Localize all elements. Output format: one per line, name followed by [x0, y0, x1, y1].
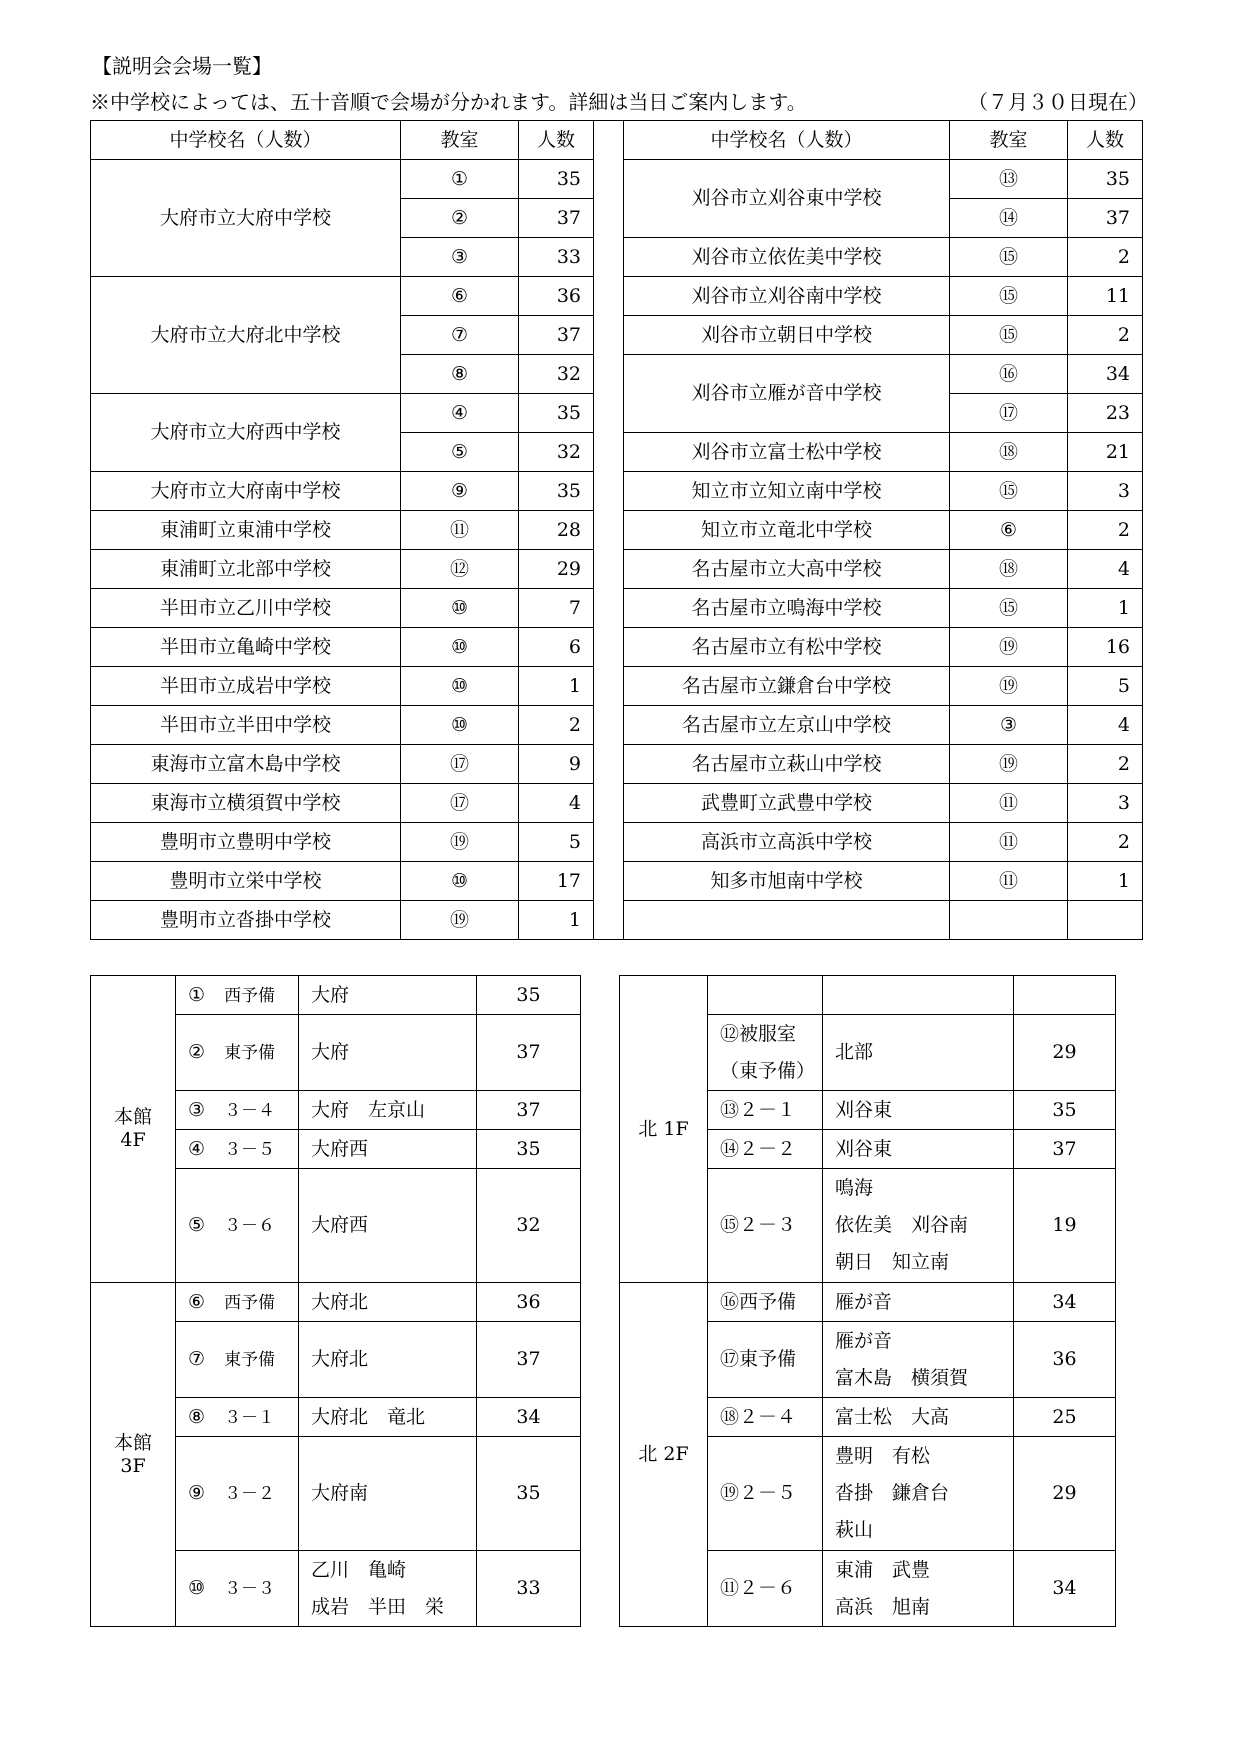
assigned-schools: 大府南: [299, 1437, 477, 1551]
room-count: 37: [477, 1091, 581, 1130]
student-count: 1: [1068, 862, 1143, 901]
student-count: 36: [519, 277, 594, 316]
student-count: 5: [519, 823, 594, 862]
header-school-left: 中学校名（人数）: [91, 121, 401, 160]
student-count: 28: [519, 511, 594, 550]
room-number: ⑮: [950, 277, 1068, 316]
room-number: ⑨: [188, 1482, 206, 1505]
room-number: ⑩: [401, 706, 519, 745]
student-count: 11: [1068, 277, 1143, 316]
empty-cell: [624, 901, 950, 940]
room-number: ⑪: [950, 784, 1068, 823]
assigned-schools: 大府北: [299, 1283, 477, 1322]
room-number: ⑲: [401, 901, 519, 940]
room-label: [176, 1551, 299, 1627]
room-name: ３－６: [224, 1216, 276, 1237]
school-name: 知立市立竜北中学校: [624, 511, 950, 550]
room-number: ⑯: [950, 355, 1068, 394]
school-name: 高浜市立高浜中学校: [624, 823, 950, 862]
assigned-schools: 雁が音 富木島 横須賀: [823, 1322, 1014, 1398]
student-count: 35: [519, 394, 594, 433]
school-name: 半田市立半田中学校: [91, 706, 401, 745]
student-count: 2: [1068, 745, 1143, 784]
room-label: [176, 1398, 299, 1437]
school-name: 大府市立大府中学校: [91, 160, 401, 277]
school-name: 名古屋市立有松中学校: [624, 628, 950, 667]
main-building-rooms-table: [90, 975, 581, 1627]
room-number: ⑥: [188, 1290, 206, 1313]
room-label: ⑰東予備: [708, 1322, 823, 1398]
assigned-schools: 大府: [299, 976, 477, 1015]
assigned-schools: 乙川 亀崎 成岩 半田 栄: [299, 1551, 477, 1627]
assigned-schools: 北部: [823, 1015, 1014, 1091]
student-count: 2: [519, 706, 594, 745]
school-name: 東海市立横須賀中学校: [91, 784, 401, 823]
room-number: ③: [188, 1098, 206, 1121]
north-building-rooms-table: [619, 975, 1116, 1627]
school-name: 半田市立成岩中学校: [91, 667, 401, 706]
assigned-schools: 東浦 武豊 高浜 旭南: [823, 1551, 1014, 1627]
student-count: 2: [1068, 511, 1143, 550]
school-name: 大府市立大府西中学校: [91, 394, 401, 472]
empty-cell: [708, 976, 823, 1015]
school-name: 大府市立大府南中学校: [91, 472, 401, 511]
room-number: ⑫: [401, 550, 519, 589]
empty-cell: [823, 976, 1014, 1015]
room-count: 37: [477, 1015, 581, 1091]
student-count: 35: [519, 472, 594, 511]
note-text: ※中学校によっては、五十音順で会場が分かれます。詳細は当日ご案内します。: [90, 90, 807, 114]
header-count-left: 人数: [519, 121, 594, 160]
room-label: [176, 1015, 299, 1091]
room-count: 35: [477, 1130, 581, 1169]
school-name: 刈谷市立依佐美中学校: [624, 238, 950, 277]
school-name: 東海市立富木島中学校: [91, 745, 401, 784]
floor-label: 本館 4F: [91, 976, 176, 1283]
student-count: 1: [519, 667, 594, 706]
room-name: ３－１: [224, 1407, 276, 1428]
student-count: 5: [1068, 667, 1143, 706]
room-name: 西予備: [224, 985, 276, 1006]
school-name: 半田市立乙川中学校: [91, 589, 401, 628]
room-label: ⑬２－１: [708, 1091, 823, 1130]
assigned-schools: 富士松 大高: [823, 1398, 1014, 1437]
room-label: [176, 1169, 299, 1283]
student-count: 37: [519, 199, 594, 238]
room-count: 34: [477, 1398, 581, 1437]
room-number: ⑩: [401, 667, 519, 706]
school-name: 豊明市立豊明中学校: [91, 823, 401, 862]
room-count: 36: [477, 1283, 581, 1322]
assigned-schools: 刈谷東: [823, 1130, 1014, 1169]
school-name: 刈谷市立刈谷東中学校: [624, 160, 950, 238]
room-number: ⑧: [401, 355, 519, 394]
room-number: ⑦: [188, 1348, 206, 1371]
student-count: 3: [1068, 472, 1143, 511]
room-number: ⑲: [401, 823, 519, 862]
room-number: ⑰: [401, 784, 519, 823]
student-count: 21: [1068, 433, 1143, 472]
empty-cell: [950, 901, 1068, 940]
room-label: [176, 1091, 299, 1130]
room-label: ⑮２－３: [708, 1169, 823, 1283]
student-count: 4: [1068, 706, 1143, 745]
room-count: 29: [1014, 1437, 1116, 1551]
page-heading: 【説明会会場一覧】: [92, 54, 272, 78]
school-name: 名古屋市立萩山中学校: [624, 745, 950, 784]
room-number: ⑪: [401, 511, 519, 550]
room-label: [176, 1283, 299, 1322]
student-count: 23: [1068, 394, 1143, 433]
room-count: 34: [1014, 1283, 1116, 1322]
room-number: ③: [401, 238, 519, 277]
assigned-schools: 豊明 有松 沓掛 鎌倉台 萩山: [823, 1437, 1014, 1551]
room-label: ⑱２－４: [708, 1398, 823, 1437]
floor-label: 北 2F: [620, 1283, 708, 1627]
room-label: [176, 976, 299, 1015]
student-count: 1: [519, 901, 594, 940]
room-number: ⑤: [188, 1214, 206, 1237]
empty-cell: [1014, 976, 1116, 1015]
school-name: 東浦町立北部中学校: [91, 550, 401, 589]
room-number: ⑬: [950, 160, 1068, 199]
room-count: 37: [1014, 1130, 1116, 1169]
school-table: [90, 120, 1143, 940]
room-number: ⑤: [401, 433, 519, 472]
room-label: ⑪２－６: [708, 1551, 823, 1627]
room-number: ⑮: [950, 589, 1068, 628]
room-number: ⑭: [950, 199, 1068, 238]
student-count: 1: [1068, 589, 1143, 628]
room-label: [176, 1437, 299, 1551]
room-label: [176, 1322, 299, 1398]
student-count: 34: [1068, 355, 1143, 394]
school-name: 豊明市立沓掛中学校: [91, 901, 401, 940]
student-count: 17: [519, 862, 594, 901]
student-count: 7: [519, 589, 594, 628]
room-number: ②: [188, 1041, 206, 1064]
student-count: 9: [519, 745, 594, 784]
assigned-schools: 雁が音: [823, 1283, 1014, 1322]
student-count: 33: [519, 238, 594, 277]
student-count: 2: [1068, 316, 1143, 355]
room-number: ⑰: [401, 745, 519, 784]
room-number: ⑨: [401, 472, 519, 511]
header-room-right: 教室: [950, 121, 1068, 160]
room-number: ①: [188, 983, 206, 1006]
school-name: 知立市立知立南中学校: [624, 472, 950, 511]
room-number: ⑩: [401, 862, 519, 901]
assigned-schools: 大府西: [299, 1130, 477, 1169]
room-number: ⑰: [950, 394, 1068, 433]
assigned-schools: 大府: [299, 1015, 477, 1091]
room-number: ⑪: [950, 862, 1068, 901]
school-name: 刈谷市立刈谷南中学校: [624, 277, 950, 316]
room-name: 西予備: [224, 1292, 276, 1313]
school-name: 半田市立亀崎中学校: [91, 628, 401, 667]
room-number: ⑩: [188, 1577, 206, 1600]
room-number: ⑲: [950, 745, 1068, 784]
room-count: 35: [1014, 1091, 1116, 1130]
room-label: ⑫被服室 （東予備）: [708, 1015, 823, 1091]
room-count: 34: [1014, 1551, 1116, 1627]
room-number: ②: [401, 199, 519, 238]
school-name: 刈谷市立雁が音中学校: [624, 355, 950, 433]
school-name: 東浦町立東浦中学校: [91, 511, 401, 550]
room-number: ⑪: [950, 823, 1068, 862]
student-count: 2: [1068, 823, 1143, 862]
room-number: ⑦: [401, 316, 519, 355]
room-count: 37: [477, 1322, 581, 1398]
school-name: 名古屋市立鳴海中学校: [624, 589, 950, 628]
room-number: ⑱: [950, 433, 1068, 472]
student-count: 2: [1068, 238, 1143, 277]
floor-label: 本館 3F: [91, 1283, 176, 1627]
room-count: 32: [477, 1169, 581, 1283]
room-number: ⑥: [950, 511, 1068, 550]
school-name: 豊明市立栄中学校: [91, 862, 401, 901]
empty-cell: [1068, 901, 1143, 940]
student-count: 16: [1068, 628, 1143, 667]
room-count: 19: [1014, 1169, 1116, 1283]
assigned-schools: 大府西: [299, 1169, 477, 1283]
room-count: 36: [1014, 1322, 1116, 1398]
room-label: ⑭２－２: [708, 1130, 823, 1169]
room-number: ⑮: [950, 472, 1068, 511]
school-name: 武豊町立武豊中学校: [624, 784, 950, 823]
room-number: ④: [401, 394, 519, 433]
room-number: ⑩: [401, 589, 519, 628]
header-room-left: 教室: [401, 121, 519, 160]
student-count: 6: [519, 628, 594, 667]
student-count: 35: [519, 160, 594, 199]
room-number: ⑮: [950, 316, 1068, 355]
student-count: 29: [519, 550, 594, 589]
assigned-schools: 刈谷東: [823, 1091, 1014, 1130]
school-name: 刈谷市立朝日中学校: [624, 316, 950, 355]
student-count: 35: [1068, 160, 1143, 199]
student-count: 3: [1068, 784, 1143, 823]
room-label: ⑲２－５: [708, 1437, 823, 1551]
room-number: ③: [950, 706, 1068, 745]
room-count: 29: [1014, 1015, 1116, 1091]
room-name: ３－２: [224, 1484, 276, 1505]
assigned-schools: 大府 左京山: [299, 1091, 477, 1130]
school-name: 名古屋市立鎌倉台中学校: [624, 667, 950, 706]
room-number: ⑧: [188, 1405, 206, 1428]
header-school-right: 中学校名（人数）: [624, 121, 950, 160]
floor-label: 北 1F: [620, 976, 708, 1283]
as-of-date: （７月３０日現在）: [968, 90, 1148, 114]
room-number: ⑥: [401, 277, 519, 316]
room-count: 35: [477, 976, 581, 1015]
school-name: 大府市立大府北中学校: [91, 277, 401, 394]
room-number: ⑲: [950, 628, 1068, 667]
room-count: 25: [1014, 1398, 1116, 1437]
room-name: 東予備: [224, 1350, 276, 1371]
assigned-schools: 大府北 竜北: [299, 1398, 477, 1437]
assigned-schools: 大府北: [299, 1322, 477, 1398]
room-number: ①: [401, 160, 519, 199]
room-number: ⑲: [950, 667, 1068, 706]
room-number: ⑩: [401, 628, 519, 667]
room-label: [176, 1130, 299, 1169]
room-name: ３－３: [224, 1579, 276, 1600]
room-count: 33: [477, 1551, 581, 1627]
room-number: ⑱: [950, 550, 1068, 589]
room-name: ３－５: [224, 1139, 276, 1160]
room-label: ⑯西予備: [708, 1283, 823, 1322]
header-count-right: 人数: [1068, 121, 1143, 160]
assigned-schools: 鳴海 依佐美 刈谷南 朝日 知立南: [823, 1169, 1014, 1283]
school-name: 名古屋市立大高中学校: [624, 550, 950, 589]
room-name: 東予備: [224, 1043, 276, 1064]
school-name: 刈谷市立富士松中学校: [624, 433, 950, 472]
room-name: ３－４: [224, 1100, 276, 1121]
room-number: ⑮: [950, 238, 1068, 277]
student-count: 32: [519, 433, 594, 472]
student-count: 37: [519, 316, 594, 355]
room-count: 35: [477, 1437, 581, 1551]
student-count: 4: [519, 784, 594, 823]
student-count: 4: [1068, 550, 1143, 589]
school-name: 名古屋市立左京山中学校: [624, 706, 950, 745]
student-count: 37: [1068, 199, 1143, 238]
school-name: 知多市旭南中学校: [624, 862, 950, 901]
student-count: 32: [519, 355, 594, 394]
room-number: ④: [188, 1137, 206, 1160]
